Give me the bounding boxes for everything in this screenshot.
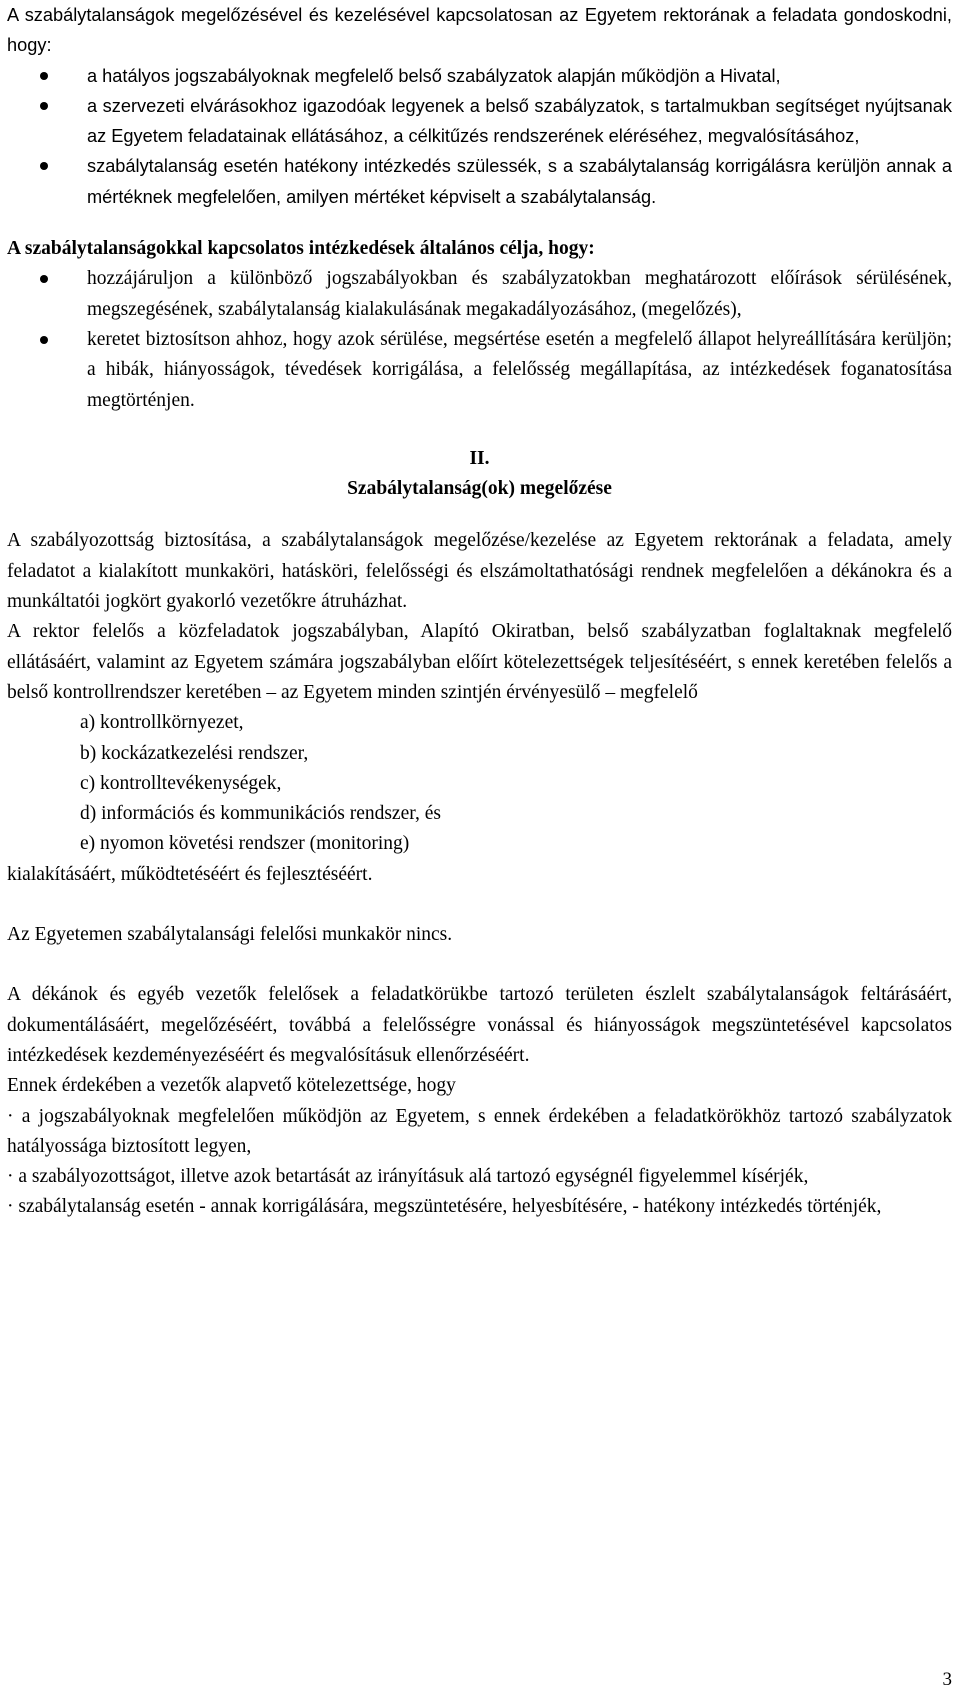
dot-list-item: · a jogszabályoknak megfelelően működjön az Egyetem, s ennek érdekében a feladatkörökhöz tartozó szabályzatok hatályossága biztosított legyen, — [7, 1105, 952, 1157]
intro-bullet-list — [7, 61, 952, 212]
list-item: szabálytalanság esetén hatékony intézkedés szülessék, s a szabálytalanság korrigálásra kerüljön annak a mértéknek megfelelően, amilyen mértéket képviselt a szabálytalanság. — [7, 151, 952, 212]
dot-list-item: · a szabályozottságot, illetve azok betartását az irányításuk alá tartozó egységnél figyelemmel kísérjék, — [7, 1166, 809, 1188]
enum-item: a) kontrollkörnyezet, — [80, 712, 244, 734]
enum-item: d) információs és kommunikációs rendszer, és — [80, 803, 441, 825]
goals-heading: A szabálytalanságokkal kapcsolatos intézkedések általános célja, hogy: — [7, 238, 595, 260]
list-item: keretet biztosítson ahhoz, hogy azok sérülése, megsértése esetén a megfelelő állapot helyreállítására kerüljön; a hibák, hiányosságok, tévedések korrigálása, a felelősség megállapítása, az intézkedések foganatosítása megtörténjen. — [7, 325, 952, 416]
goals-bullet-list — [7, 264, 952, 415]
paragraph-deans: A dékánok és egyéb vezetők felelősek a feladatkörükbe tartozó területen észlelt szabálytalanságok feltárásáért, dokumentálásáért, megelőzéséért, továbbá a felelősségre vonással és hiányosságok megszüntetésével kapcsolatos intézkedések kezdeményezéséért és megvalósításuk ellenőrzéséért. — [7, 984, 952, 1066]
enum-item: b) kockázatkezelési rendszer, — [80, 742, 309, 764]
paragraph-obligations-intro: Ennek érdekében a vezetők alapvető kötelezettsége, hogy — [7, 1075, 456, 1097]
paragraph-no-officer: Az Egyetemen szabálytalansági felelősi munkakör nincs. — [7, 924, 453, 946]
list-item: a hatályos jogszabályoknak megfelelő belső szabályzatok alapján működjön a Hivatal, — [7, 61, 952, 91]
dot-list-item: · szabálytalanság esetén - annak korrigálására, megszüntetésére, helyesbítésére, - hatékony intézkedés történjék, — [7, 1196, 882, 1218]
paragraph-rector-responsibility: A rektor felelős a közfeladatok jogszabályban, Alapító Okiratban, belső szabályzatban foglaltaknak megfelelő ellátásáért, valamint az Egyetem számára jogszabályban előírt kötelezettségek teljesítéséért, s ennek keretében felelős a belső kontrollrendszer keretében – az Egyetem minden szintjén érvényesülő – megfelelő — [7, 621, 952, 703]
section-title: Szabálytalanság(ok) megelőzése — [347, 478, 612, 500]
enum-item: e) nyomon követési rendszer (monitoring) — [80, 833, 410, 855]
bullet-dot-icon — [40, 336, 48, 344]
bullet-dot-icon — [40, 162, 48, 170]
list-item: hozzájáruljon a különböző jogszabályokban és szabályzatokban meghatározott előírások sérülésének, megszegésének, szabálytalanság kialakulásának megakadályozásához, (megelőzés), — [7, 264, 952, 325]
paragraph-closing: kialakításáért, működtetéséért és fejlesztéséért. — [7, 863, 373, 885]
page-number: 3 — [942, 1669, 952, 1690]
bullet-dot-icon — [40, 102, 48, 110]
section-number: II. — [469, 447, 490, 469]
enum-item: c) kontrolltevékenységek, — [80, 772, 282, 794]
intro-paragraph: A szabálytalanságok megelőzésével és kezelésével kapcsolatosan az Egyetem rektorának a feladata gondoskodni, hogy: — [7, 5, 952, 56]
list-item: a szervezeti elvárásokhoz igazodóak legyenek a belső szabályzatok, s tartalmukban segítséget nyújtsanak az Egyetem feladatainak ellátásához, a célkitűzés rendszerének eléréséhez, megvalósításához, — [7, 91, 952, 152]
paragraph-rector-task: A szabályozottság biztosítása, a szabálytalanságok megelőzése/kezelése az Egyetem rektorának a feladata, amely feladatot a kialakított munkaköri, hatásköri, felelősségi és elszámoltathatósági rendnek megfelelően a dékánokra és a munkáltatói jogkört gyakorló vezetőkre átruházhat. — [7, 530, 952, 613]
bullet-dot-icon — [40, 72, 48, 80]
bullet-dot-icon — [40, 275, 48, 283]
